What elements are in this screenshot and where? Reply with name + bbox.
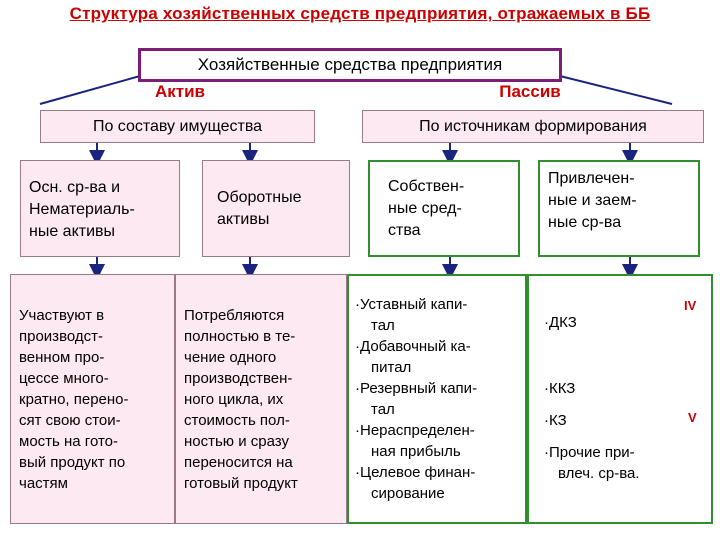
- col4-head-line: Привлечен-: [548, 170, 635, 187]
- item-line: ная прибыль: [371, 443, 461, 460]
- list-item: [355, 462, 519, 504]
- item-line: ·Резервный капи-: [355, 380, 478, 397]
- item-line: ·Уставный капи-: [355, 296, 468, 313]
- list-item: [355, 420, 519, 462]
- col2-body-line: чение одного: [184, 349, 277, 366]
- col2-head-line: Оборотные: [217, 189, 302, 206]
- other-item: [544, 442, 640, 484]
- col4-head-line: ные и заем-: [548, 192, 637, 209]
- col2-body: [175, 274, 347, 524]
- col1-body-line: кратно, перено-: [19, 391, 129, 408]
- col3-body: [347, 274, 527, 524]
- col2-body-line: готовый продукт: [184, 475, 298, 492]
- col2-body-line: ного цикла, их: [184, 391, 284, 408]
- col1-body: [10, 274, 175, 524]
- col2-body-line: Потребляются: [184, 307, 285, 324]
- aktiv-label: Актив: [154, 82, 205, 101]
- other-line: ·Прочие при-: [544, 444, 635, 461]
- col2-body-line: производствен-: [184, 370, 293, 387]
- col1-body-line: Участвуют в: [19, 307, 105, 324]
- col1-head-line: Нематериаль-: [29, 201, 135, 218]
- col1-body-line: сят свою стои-: [19, 412, 121, 429]
- col1-body-line: мость на гото-: [19, 433, 118, 450]
- item-line: сирование: [371, 485, 445, 502]
- col1-body-line: вый продукт по: [19, 454, 126, 471]
- item-line: тал: [371, 401, 395, 418]
- col1-head-line: Осн. ср-ва и: [29, 179, 120, 196]
- col2-body-line: ностью и сразу: [184, 433, 289, 450]
- col3-head-line: ства: [388, 222, 421, 239]
- section-iv-label: IV: [684, 298, 697, 313]
- list-item: [355, 378, 519, 420]
- col3-head-line: ные сред-: [388, 200, 462, 217]
- col4-head-line: ные ср-ва: [548, 214, 622, 231]
- list-item: [355, 294, 519, 336]
- other-line: влеч. ср-ва.: [558, 465, 640, 482]
- col3-head: [368, 160, 520, 257]
- passiv-header: По источникам формирования: [362, 110, 704, 143]
- col2-body-line: стоимость пол-: [184, 412, 290, 429]
- item-line: тал: [371, 317, 395, 334]
- col1-body-line: производст-: [19, 328, 103, 345]
- col1-body-line: частям: [19, 475, 68, 492]
- own-funds-list: [355, 294, 519, 504]
- passiv-label: Пассив: [499, 82, 561, 101]
- root-box: Хозяйственные средства предприятия: [138, 48, 562, 82]
- kkz-item: ·ККЗ: [544, 380, 576, 397]
- col3-head-line: Собствен-: [388, 178, 465, 195]
- col4-head: [538, 160, 700, 257]
- aktiv-header: По составу имущества: [40, 110, 315, 143]
- col1-head-line: ные активы: [29, 223, 116, 240]
- item-line: ·Целевое финан-: [355, 464, 476, 481]
- col2-head: [202, 160, 350, 257]
- item-line: ·Нераспределен-: [355, 422, 475, 439]
- col1-head: [20, 160, 180, 257]
- dkz-item: ·ДКЗ: [544, 314, 577, 331]
- item-line: питал: [371, 359, 412, 376]
- col2-head-line: активы: [217, 211, 270, 228]
- page-title: Структура хозяйственных средств предприятия, отражаемых в ББ: [69, 4, 651, 23]
- section-v-label: V: [688, 410, 697, 425]
- list-item: [355, 336, 519, 378]
- col1-body-line: цессе много-: [19, 370, 109, 387]
- item-line: ·Добавочный ка-: [355, 338, 471, 355]
- col1-body-line: венном про-: [19, 349, 105, 366]
- kz-item: ·КЗ: [544, 412, 567, 429]
- col2-body-line: переносится на: [184, 454, 293, 471]
- col2-body-line: полностью в те-: [184, 328, 296, 345]
